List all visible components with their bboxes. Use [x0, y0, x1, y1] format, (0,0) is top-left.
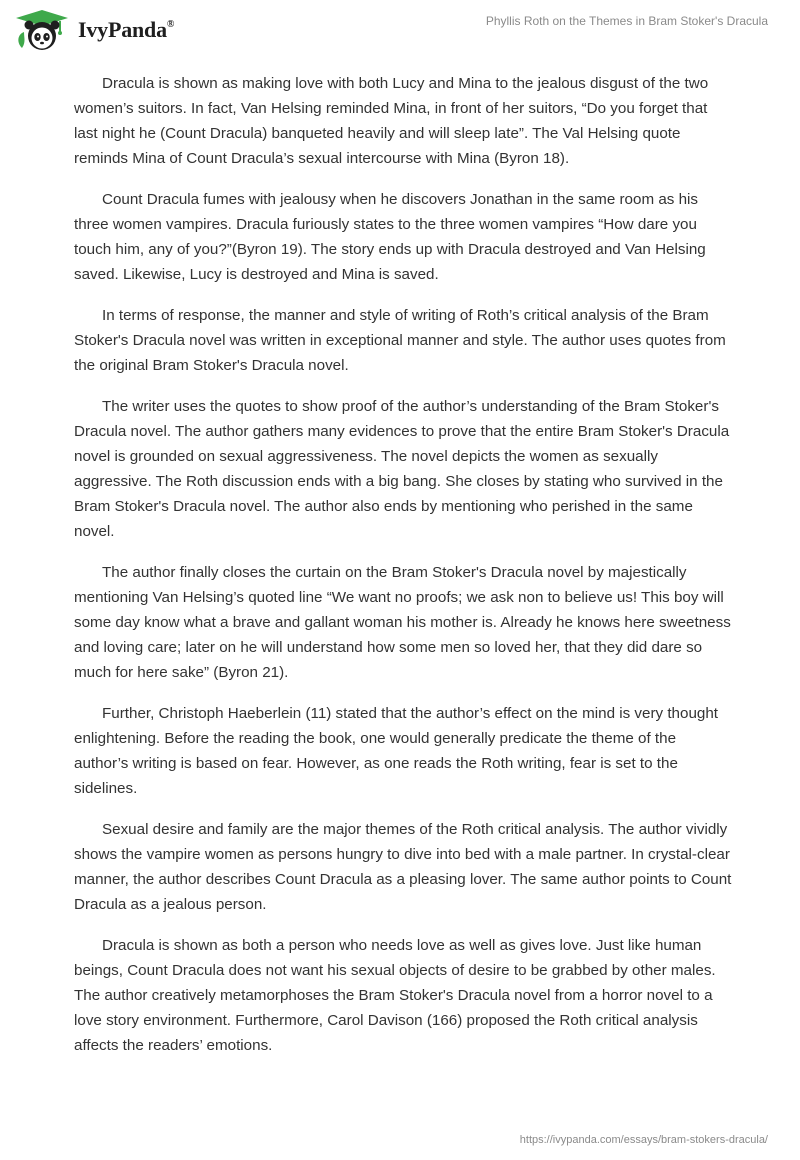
- paragraph: The author finally closes the curtain on the Bram Stoker's Dracula novel by majestically mentioning Van Helsing’s quoted line “We want no proofs; we ask non to believe us! This boy will some day know what a brave and gallant woman his mother is. Already he knows here sweetness and loving care; later on he will understand how some men so loved her, that they did dare so much for here sake” (Byron 21).: [74, 564, 731, 681]
- panda-graduate-icon: [12, 8, 72, 52]
- paragraph: Dracula is shown as making love with both Lucy and Mina to the jealous disgust of the two women’s suitors. In fact, Van Helsing reminded Mina, in front of her suitors, “Do you forget that last night he (Count Dracula) banqueted heavily and will sleep late”. The Val Helsing quote reminds Mina of Count Dracula’s sexual intercourse with Mina (Byron 18).: [74, 75, 709, 167]
- paragraph: Dracula is shown as both a person who needs love as well as gives love. Just like human beings, Count Dracula does not want his sexual objects of desire to be grabbed by other males. The author creatively metamorphoses the Bram Stoker's Dracula novel from a horror novel to a love story environment. Furthermore, Carol Davison (166) proposed the Roth critical analysis affects the readers’ emotions.: [74, 937, 716, 1054]
- logo-text: IvyPanda®: [78, 17, 175, 42]
- essay-body: [74, 71, 734, 1074]
- paragraph: Further, Christoph Haeberlein (11) stated that the author’s effect on the mind is very thought enlightening. Before the reading the book, one would generally predicate the theme of the author’s writing is based on fear. However, as one reads the Roth writing, fear is set to the sidelines.: [74, 705, 719, 797]
- paragraph: Count Dracula fumes with jealousy when he discovers Jonathan in the same room as his three women vampires. Dracula furiously states to the three women vampires “How dare you touch him, any of you?”(Byron 19). The story ends up with Dracula destroyed and Van Helsing saved. Likewise, Lucy is destroyed and Mina is saved.: [74, 191, 706, 283]
- document-title: Phyllis Roth on the Themes in Bram Stoker's Dracula: [485, 14, 768, 28]
- ivypanda-logo[interactable]: [12, 8, 174, 52]
- page-header: [0, 0, 800, 60]
- registered-mark: ®: [166, 18, 175, 30]
- paragraph: The writer uses the quotes to show proof of the author’s understanding of the Bram Stoker's Dracula novel. The author gathers many evidences to prove that the entire Bram Stoker's Dracula novel is grounded on sexual aggressiveness. The novel depicts the women as sexually aggressive. The Roth discussion ends with a big bang. She closes by stating who survived in the Bram Stoker's Dracula novel. The author also ends by mentioning who perished in the same novel.: [74, 398, 730, 540]
- paragraph: Sexual desire and family are the major themes of the Roth critical analysis. The author vividly shows the vampire women as persons hungry to dive into bed with a male partner. In crystal-clear manner, the author describes Count Dracula as a pleasing lover. The same author points to Count Dracula as a jealous person.: [74, 821, 732, 913]
- source-url[interactable]: https://ivypanda.com/essays/bram-stokers-dracula/: [519, 1134, 768, 1146]
- paragraph: In terms of response, the manner and style of writing of Roth’s critical analysis of the Bram Stoker's Dracula novel was written in exceptional manner and style. The author uses quotes from the original Bram Stoker's Dracula novel.: [74, 307, 726, 374]
